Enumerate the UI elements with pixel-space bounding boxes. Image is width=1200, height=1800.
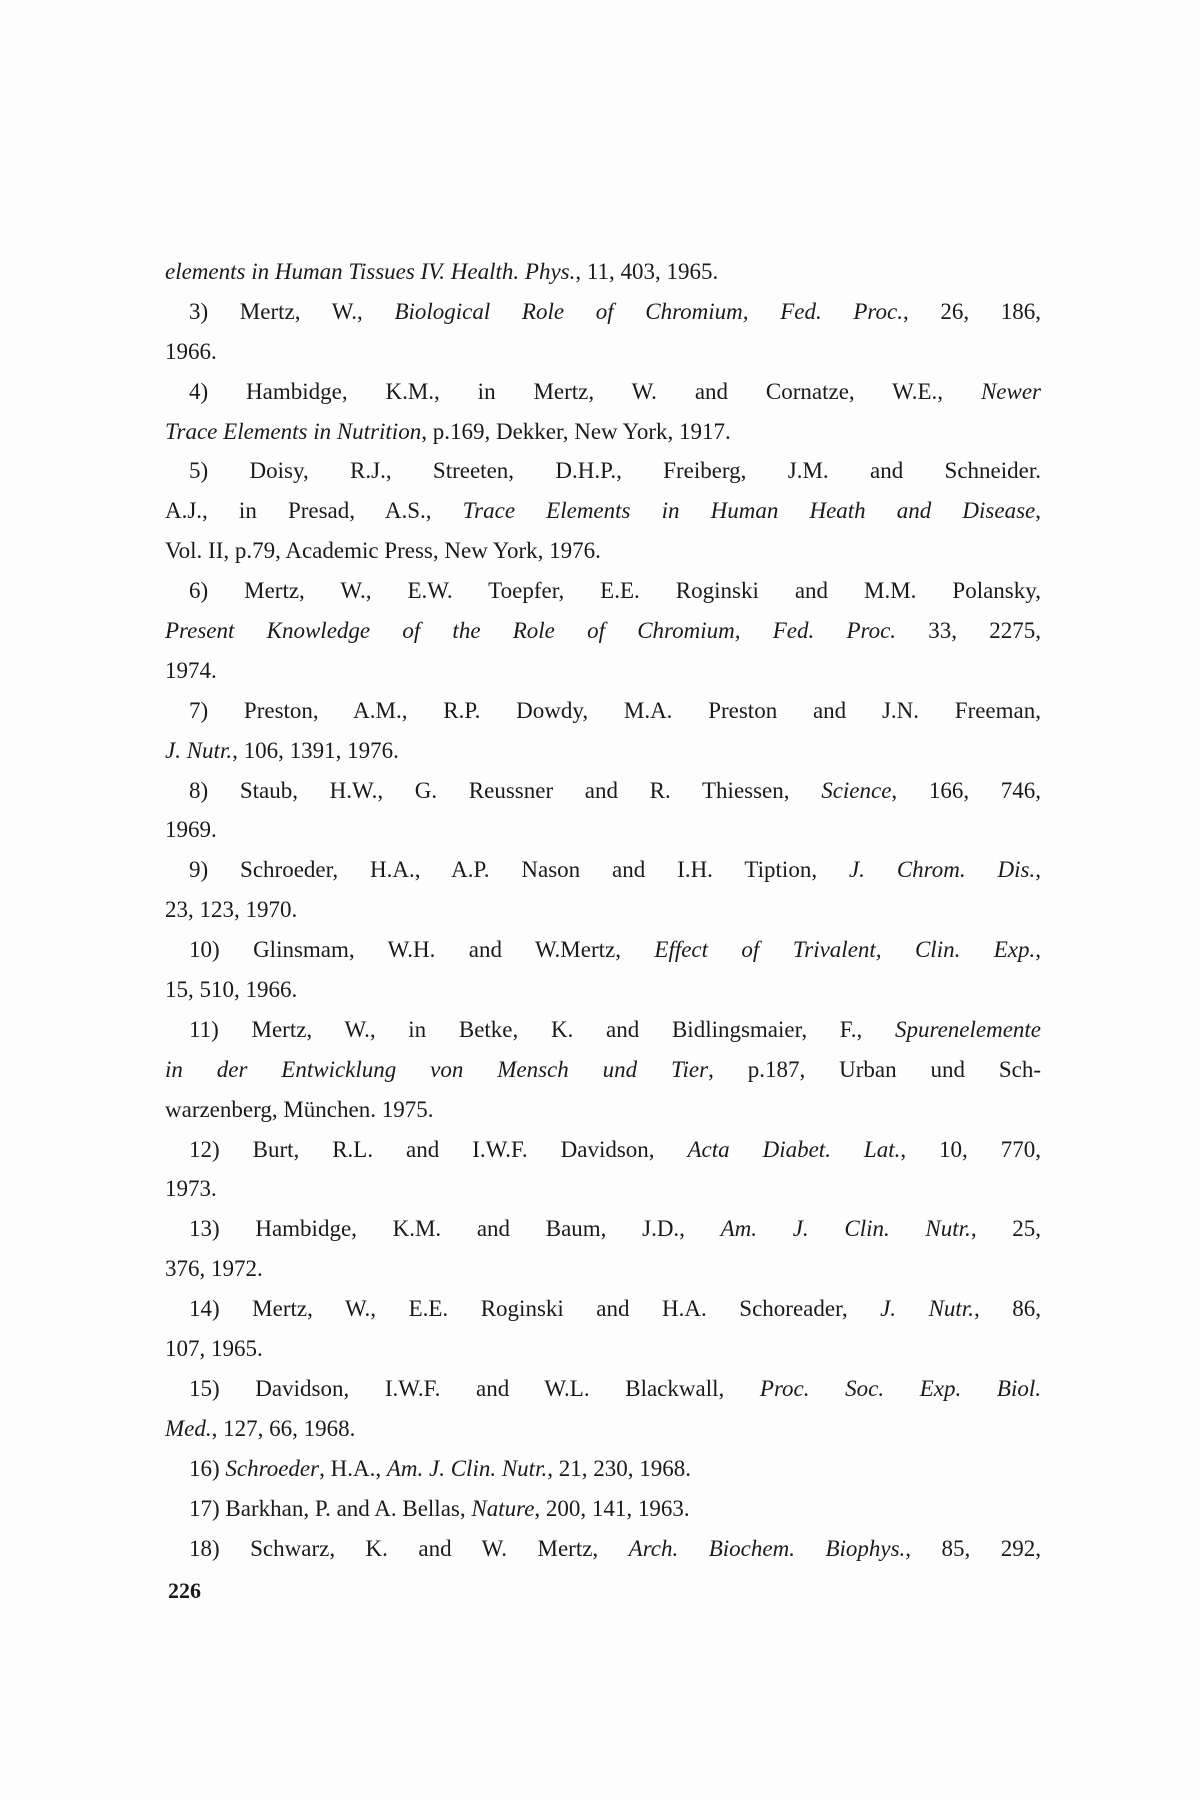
- page-number: 226: [168, 1578, 201, 1603]
- reference-text: 1974.: [165, 657, 217, 683]
- italic-title-text: J. Chrom. Dis.: [848, 857, 1036, 883]
- reference-text: , 127, 66, 1968.: [211, 1415, 356, 1441]
- reference-text: 5) Doisy, R.J., Streeten, D.H.P., Freiberg, J.M. and Schneider.: [189, 458, 1041, 484]
- reference-line: [165, 651, 1041, 691]
- reference-line: [165, 970, 1041, 1010]
- reference-line: [165, 531, 1041, 571]
- italic-title-text: Science: [821, 777, 892, 803]
- italic-title-text: Arch. Biochem. Biophys.: [628, 1535, 906, 1561]
- reference-text: , 10, 770,: [900, 1136, 1042, 1162]
- italic-title-text: Spurenelemente: [894, 1016, 1041, 1042]
- reference-line: [165, 252, 1041, 292]
- reference-line: [165, 1130, 1041, 1170]
- reference-text: 376, 1972.: [165, 1256, 263, 1282]
- reference-text: 8) Staub, H.W., G. Reussner and R. Thiessen,: [189, 777, 822, 803]
- reference-text: ,: [1035, 498, 1041, 524]
- italic-title-text: J. Nutr.: [165, 737, 233, 763]
- reference-text: , 25,: [970, 1216, 1041, 1242]
- italic-title-text: Am. J. Clin. Nutr.: [720, 1216, 971, 1242]
- reference-text: 15) Davidson, I.W.F. and W.L. Blackwall,: [189, 1375, 760, 1401]
- reference-text: , 26, 186,: [902, 298, 1041, 324]
- reference-line: [165, 292, 1041, 332]
- reference-line: [165, 1329, 1041, 1369]
- reference-text: 13) Hambidge, K.M. and Baum, J.D.,: [189, 1216, 721, 1242]
- italic-title-text: Newer: [980, 378, 1041, 404]
- reference-line: [165, 1249, 1041, 1289]
- reference-text: 11) Mertz, W., in Betke, K. and Bidlingsmaier, F.,: [189, 1016, 895, 1042]
- italic-title-text: in der Entwicklung von Mensch und Tier: [165, 1056, 709, 1082]
- reference-text: 1973.: [165, 1176, 217, 1202]
- reference-text: A.J., in Presad, A.S.,: [165, 498, 463, 524]
- italic-title-text: Am. J. Clin. Nutr.: [386, 1455, 548, 1481]
- reference-text: 10) Glinsmam, W.H. and W.Mertz,: [189, 937, 655, 963]
- reference-line: [165, 731, 1041, 771]
- reference-line: [165, 930, 1041, 970]
- reference-text: , 21, 230, 1968.: [547, 1455, 691, 1481]
- italic-title-text: Effect of Trivalent, Clin. Exp.: [654, 937, 1036, 963]
- reference-line: [165, 611, 1041, 651]
- reference-line: [165, 1529, 1041, 1569]
- reference-line: [165, 372, 1041, 412]
- italic-title-text: Med.: [165, 1415, 212, 1441]
- reference-text: 15, 510, 1966.: [165, 977, 298, 1003]
- reference-line: [165, 1050, 1041, 1090]
- reference-text: 16): [189, 1455, 226, 1481]
- reference-text: 107, 1965.: [165, 1336, 263, 1362]
- reference-text: ,: [1035, 857, 1041, 883]
- italic-title-text: Nature: [471, 1495, 535, 1521]
- reference-text: , 166, 746,: [891, 777, 1042, 803]
- reference-text: 33, 2275,: [896, 618, 1041, 644]
- reference-text: 7) Preston, A.M., R.P. Dowdy, M.A. Preston and J.N. Freeman,: [189, 697, 1041, 723]
- reference-text: , 106, 1391, 1976.: [232, 737, 399, 763]
- reference-text: 14) Mertz, W., E.E. Roginski and H.A. Schoreader,: [189, 1296, 881, 1322]
- italic-title-text: Proc. Soc. Exp. Biol.: [759, 1375, 1041, 1401]
- italic-title-text: Trace Elements in Human Heath and Disease: [462, 498, 1036, 524]
- reference-text: 17) Barkhan, P. and A. Bellas,: [189, 1495, 472, 1521]
- reference-text: 23, 123, 1970.: [165, 897, 298, 923]
- reference-line: [165, 1489, 1041, 1529]
- reference-text: 12) Burt, R.L. and I.W.F. Davidson,: [189, 1136, 688, 1162]
- reference-line: [165, 1409, 1041, 1449]
- reference-text: 1966.: [165, 338, 217, 364]
- reference-line: [165, 1169, 1041, 1209]
- reference-text: 3) Mertz, W.,: [189, 298, 395, 324]
- reference-text: 1969.: [165, 817, 217, 843]
- reference-line: [165, 412, 1041, 452]
- reference-line: [165, 1209, 1041, 1249]
- reference-text: , 11, 403, 1965.: [575, 259, 719, 284]
- reference-line: [165, 1449, 1041, 1489]
- reference-text: , p.187, Urban und Sch-: [708, 1056, 1041, 1082]
- reference-line: [165, 491, 1041, 531]
- reference-text: , p.169, Dekker, New York, 1917.: [421, 418, 731, 444]
- italic-title-text: elements in Human Tissues IV. Health. Phys.: [165, 259, 576, 284]
- reference-line: [165, 810, 1041, 850]
- reference-text: , H.A.,: [319, 1455, 387, 1481]
- reference-line: [165, 332, 1041, 372]
- reference-text: ,: [1035, 937, 1041, 963]
- reference-line: [165, 1010, 1041, 1050]
- reference-line: [165, 691, 1041, 731]
- reference-line: [165, 1090, 1041, 1130]
- reference-text: Vol. II, p.79, Academic Press, New York, 1976.: [165, 538, 601, 564]
- reference-text: 4) Hambidge, K.M., in Mertz, W. and Cornatze, W.E.,: [189, 378, 981, 404]
- reference-text: 18) Schwarz, K. and W. Mertz,: [189, 1535, 629, 1561]
- italic-title-text: Schroeder: [225, 1455, 320, 1481]
- reference-text: 6) Mertz, W., E.W. Toepfer, E.E. Roginski and M.M. Polansky,: [189, 578, 1041, 604]
- italic-title-text: Biological Role of Chromium, Fed. Proc.: [394, 298, 903, 324]
- reference-text: , 85, 292,: [905, 1535, 1042, 1561]
- italic-title-text: Present Knowledge of the Role of Chromium, Fed. Proc.: [165, 618, 897, 644]
- reference-line: [165, 850, 1041, 890]
- reference-line: [165, 451, 1041, 491]
- reference-line: [165, 1289, 1041, 1329]
- reference-text: warzenberg, München. 1975.: [165, 1096, 434, 1122]
- reference-line: [165, 771, 1041, 811]
- italic-title-text: Acta Diabet. Lat.: [687, 1136, 901, 1162]
- italic-title-text: Trace Elements in Nutrition: [165, 418, 422, 444]
- reference-list: [165, 252, 1041, 1568]
- reference-text: 9) Schroeder, H.A., A.P. Nason and I.H. Tiption,: [189, 857, 849, 883]
- reference-line: [165, 890, 1041, 930]
- reference-text: , 200, 141, 1963.: [534, 1495, 690, 1521]
- reference-line: [165, 1369, 1041, 1409]
- italic-title-text: J. Nutr.: [880, 1296, 974, 1322]
- reference-line: [165, 571, 1041, 611]
- reference-text: , 86,: [973, 1296, 1041, 1322]
